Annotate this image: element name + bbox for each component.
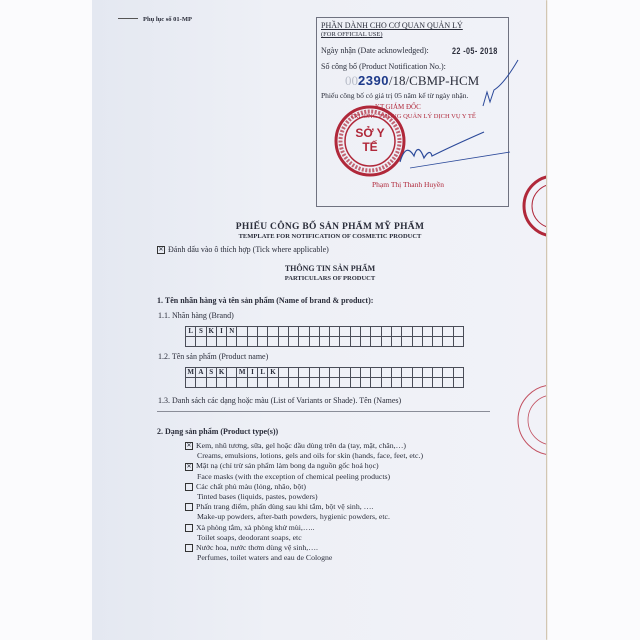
letter-cell[interactable]: K [216, 368, 226, 378]
divider [157, 411, 490, 412]
product-type-vi: Mặt nạ (chỉ trừ sản phẩm làm bong da nguồn gốc hoá học) [196, 461, 379, 471]
tick-note-text: Đánh dấu vào ô thích hợp (Tick where applicable) [168, 245, 329, 254]
number-main: 2390 [358, 73, 389, 88]
letter-cell[interactable] [299, 337, 309, 347]
checked-box-icon: ✕ [158, 247, 164, 254]
product-type-item[interactable] [185, 502, 423, 512]
letter-cell[interactable] [361, 327, 371, 337]
variants-label: 1.3. Danh sách các dạng hoặc màu (List of Variants or Shade). Tên (Names) [158, 396, 402, 405]
letter-cell[interactable] [186, 378, 196, 388]
letter-cell[interactable] [247, 378, 257, 388]
letter-cell[interactable] [361, 337, 371, 347]
checkbox-icon[interactable] [185, 483, 193, 491]
official-subheading: (FOR OFFICIAL USE) [321, 31, 383, 38]
letter-cell[interactable] [319, 368, 329, 378]
annex-label: Phụ lục số 01-MP [143, 16, 192, 23]
product-name-grid[interactable] [185, 367, 464, 388]
form-title: PHIẾU CÔNG BỐ SẢN PHẨM MỸ PHẨM [235, 222, 425, 232]
letter-cell[interactable] [371, 327, 381, 337]
letter-cell[interactable] [391, 327, 401, 337]
letter-cell[interactable] [350, 327, 360, 337]
letter-cell[interactable] [247, 337, 257, 347]
letter-cell[interactable] [299, 378, 309, 388]
letter-cell[interactable] [402, 378, 412, 388]
product-type-item[interactable] [185, 482, 423, 492]
letter-cell[interactable] [391, 368, 401, 378]
form-title-en: TEMPLATE FOR NOTIFICATION OF COSMETIC PRODUCT [238, 233, 422, 240]
signer-title-2: TRƯỞNG PHÒNG QUẢN LÝ DỊCH VỤ Y TẾ [350, 113, 476, 120]
letter-cell[interactable] [412, 337, 422, 347]
letter-cell[interactable] [350, 378, 360, 388]
product-type-en: Perfumes, toilet waters and eau de Cologne [197, 553, 333, 563]
letter-cell[interactable] [227, 378, 237, 388]
letter-cell[interactable] [330, 368, 340, 378]
letter-cell[interactable] [268, 327, 278, 337]
letter-cell[interactable] [433, 327, 443, 337]
letter-cell[interactable] [340, 378, 350, 388]
letter-cell[interactable] [237, 327, 247, 337]
letter-cell[interactable] [206, 378, 216, 388]
letter-cell[interactable] [288, 368, 298, 378]
letter-cell[interactable] [258, 327, 268, 337]
section-title: THÔNG TIN SẢN PHẨM [284, 264, 376, 273]
letter-cell[interactable] [412, 327, 422, 337]
letter-cell[interactable] [443, 327, 453, 337]
product-type-vi: Phấn trang điểm, phấn dùng sau khi tắm, bột vệ sinh, …. [196, 502, 374, 512]
checked-box-icon[interactable]: ✕ [186, 443, 192, 450]
letter-cell[interactable] [330, 378, 340, 388]
letter-cell[interactable] [381, 368, 391, 378]
product-type-list [185, 441, 423, 563]
letter-cell[interactable] [350, 337, 360, 347]
letter-cell[interactable] [350, 368, 360, 378]
letter-cell[interactable] [309, 378, 319, 388]
section1-heading: 1. Tên nhãn hàng và tên sản phẩm (Name of brand & product): [157, 296, 374, 305]
letter-cell[interactable] [433, 368, 443, 378]
letter-cell[interactable] [288, 327, 298, 337]
letter-cell[interactable] [340, 327, 350, 337]
letter-cell[interactable] [309, 368, 319, 378]
letter-cell[interactable] [402, 327, 412, 337]
letter-cell[interactable] [381, 327, 391, 337]
letter-cell[interactable] [278, 368, 288, 378]
letter-cell[interactable] [330, 337, 340, 347]
signer-name: Phạm Thị Thanh Huyền [372, 180, 445, 189]
letter-cell[interactable] [278, 327, 288, 337]
checkbox-icon[interactable] [185, 524, 193, 532]
letter-cell[interactable]: I [247, 368, 257, 378]
letter-cell[interactable]: M [187, 368, 194, 376]
letter-cell[interactable] [237, 337, 247, 347]
letter-cell[interactable] [371, 368, 381, 378]
letter-cell[interactable] [288, 378, 298, 388]
letter-cell[interactable] [402, 368, 412, 378]
letter-cell[interactable] [216, 337, 226, 347]
letter-cell[interactable] [412, 378, 422, 388]
product-type-vi: Các chất phủ màu (lỏng, nhão, bột) [196, 481, 306, 491]
letter-cell[interactable] [422, 378, 432, 388]
letter-cell[interactable] [433, 337, 443, 347]
letter-cell[interactable] [402, 337, 412, 347]
signer-title-1: KT.GIÁM ĐỐC [375, 103, 421, 111]
brand-grid[interactable] [185, 326, 464, 347]
letter-cell[interactable] [340, 337, 350, 347]
letter-cell[interactable] [381, 378, 391, 388]
letter-cell[interactable] [227, 337, 237, 347]
letter-cell[interactable] [319, 327, 329, 337]
product-type-vi: Kem, nhũ tương, sữa, gel hoặc dầu dùng trên da (tay, mặt, chân,…) [196, 441, 406, 450]
letter-cell[interactable] [227, 368, 237, 378]
letter-cell[interactable] [391, 378, 401, 388]
validity-note: Phiếu công bố có giá trị 05 năm kể từ ngày nhận. [321, 91, 469, 100]
letter-cell[interactable] [319, 378, 329, 388]
product-type-en: Tinted bases (liquids, pastes, powders) [197, 492, 318, 502]
letter-cell[interactable] [268, 337, 278, 347]
checkbox-icon[interactable] [185, 544, 193, 552]
product-type-item[interactable] [185, 441, 423, 451]
number-suffix: /18/CBMP-HCM [388, 73, 480, 88]
letter-cell[interactable] [268, 378, 278, 388]
letter-cell[interactable] [443, 337, 453, 347]
letter-cell[interactable]: M [238, 368, 246, 376]
product-type-en: Toilet soaps, deodorant soaps, etc [197, 532, 302, 542]
letter-cell[interactable] [309, 327, 319, 337]
letter-cell[interactable] [258, 337, 268, 347]
letter-cell[interactable]: K [268, 368, 278, 378]
letter-cell[interactable] [371, 378, 381, 388]
product-name-label: 1.2. Tên sản phẩm (Product name) [158, 352, 269, 361]
letter-cell[interactable]: K [206, 327, 216, 337]
letter-cell[interactable] [361, 378, 371, 388]
letter-cell[interactable]: L [186, 327, 196, 337]
tick-note [157, 245, 329, 255]
edge-stamp-company [515, 382, 546, 458]
letter-cell[interactable] [278, 337, 288, 347]
letter-cell[interactable] [371, 337, 381, 347]
letter-cell[interactable] [433, 378, 443, 388]
letter-cell[interactable] [391, 337, 401, 347]
letter-cell[interactable] [237, 378, 247, 388]
section2-heading: 2. Dạng sản phẩm (Product type(s)) [157, 427, 279, 436]
letter-cell[interactable]: I [216, 327, 226, 337]
official-heading: PHẦN DÀNH CHO CƠ QUAN QUẢN LÝ [321, 21, 463, 30]
letter-cell[interactable]: A [196, 368, 206, 378]
letter-cell[interactable] [330, 327, 340, 337]
letter-cell[interactable] [422, 327, 432, 337]
letter-cell[interactable] [361, 368, 371, 378]
letter-cell[interactable] [453, 378, 463, 388]
product-type-item[interactable] [185, 543, 423, 553]
letter-cell[interactable] [196, 337, 206, 347]
letter-cell[interactable] [381, 337, 391, 347]
letter-cell[interactable] [422, 368, 432, 378]
checkbox-icon[interactable] [185, 503, 193, 511]
letter-cell[interactable] [340, 368, 350, 378]
product-type-vi: Nước hoa, nước thơm dùng vệ sinh,…. [196, 543, 318, 553]
letter-cell[interactable]: S [196, 327, 206, 337]
letter-cell[interactable] [186, 337, 196, 347]
letter-cell[interactable] [319, 337, 329, 347]
letter-cell[interactable] [247, 327, 257, 337]
letter-cell[interactable] [216, 378, 226, 388]
letter-cell[interactable] [443, 378, 453, 388]
brand-label: 1.1. Nhãn hàng (Brand) [158, 311, 234, 320]
letter-cell[interactable]: N [227, 327, 237, 337]
product-type-en: Face masks (with the exception of chemical peeling products) [197, 471, 391, 481]
signature [380, 28, 520, 178]
letter-cell[interactable] [206, 337, 216, 347]
product-type-en: Make-up powders, after-bath powders, hygienic powders, etc. [197, 512, 390, 522]
letter-cell[interactable] [412, 368, 422, 378]
date-value: 22 -05- 2018 [452, 46, 498, 56]
letter-cell[interactable] [299, 368, 309, 378]
number-prefix: 00 [345, 73, 358, 88]
product-type-item[interactable] [185, 461, 423, 471]
letter-cell[interactable] [453, 337, 463, 347]
letter-cell[interactable] [309, 337, 319, 347]
checked-box-icon[interactable]: ✕ [186, 463, 192, 470]
letter-cell[interactable] [258, 378, 268, 388]
letter-cell[interactable]: S [206, 368, 216, 378]
product-type-vi: Xà phòng tắm, xà phòng khử mùi,….. [196, 522, 315, 532]
divider [118, 18, 138, 19]
letter-cell[interactable] [288, 337, 298, 347]
letter-cell[interactable] [443, 368, 453, 378]
number-label: Số công bố (Product Notification No.): [321, 62, 446, 71]
date-label: Ngày nhận (Date acknowledged): [321, 46, 429, 55]
letter-cell[interactable]: L [258, 368, 268, 378]
letter-cell[interactable] [299, 327, 309, 337]
letter-cell[interactable] [278, 378, 288, 388]
letter-cell[interactable] [453, 368, 463, 378]
stamp-text: SỞ Y TẾ [355, 126, 385, 154]
product-type-en: Creams, emulsions, lotions, gels and oils for skin (hands, face, feet, etc.) [197, 451, 424, 461]
section-title-en: PARTICULARS OF PRODUCT [284, 275, 376, 282]
letter-cell[interactable] [422, 337, 432, 347]
letter-cell[interactable] [453, 327, 463, 337]
letter-cell[interactable] [196, 378, 206, 388]
product-type-item[interactable] [185, 523, 423, 533]
